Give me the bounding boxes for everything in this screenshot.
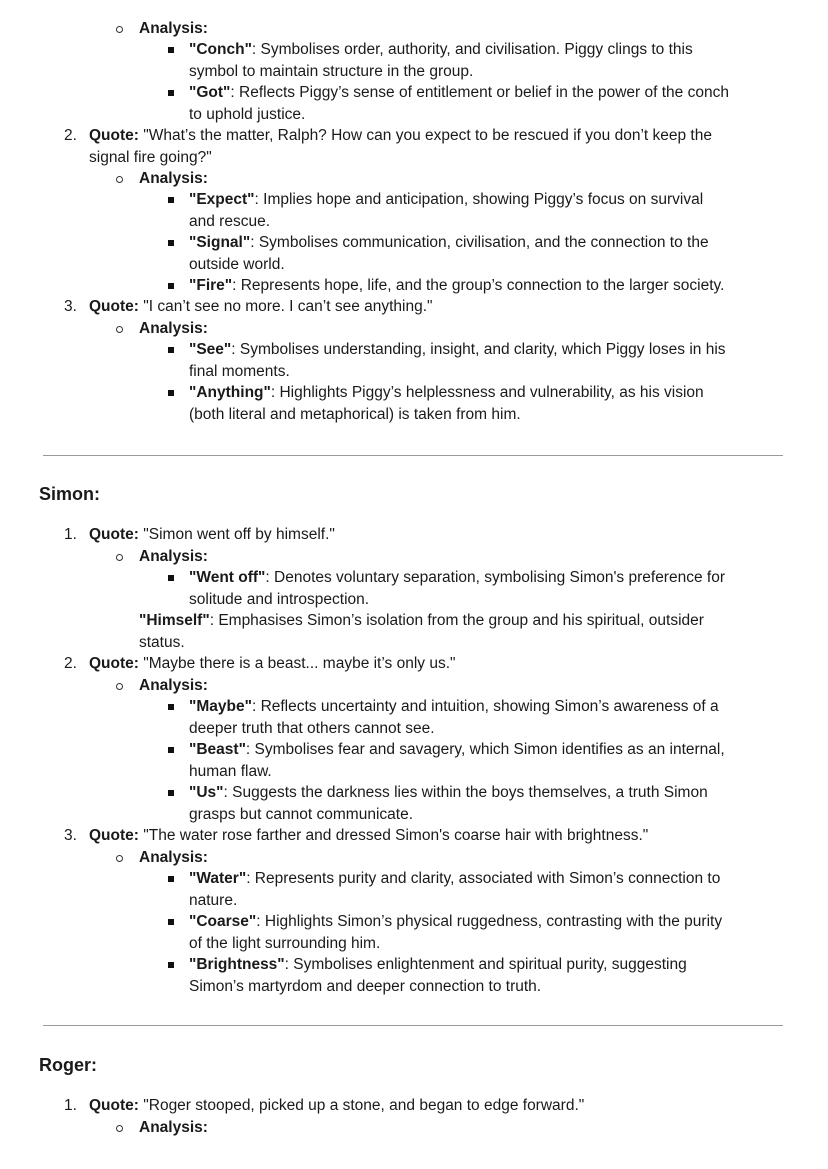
analysis-point: "Brightness": Symbolises enlightenment and spiritual purity, suggesting <box>189 956 687 973</box>
quote-line: Quote: "Maybe there is a beast... maybe it’s only us." <box>89 655 456 672</box>
analysis-point-cont: human flaw. <box>189 763 272 780</box>
analysis-point-unbulleted: "Himself": Emphasises Simon’s isolation from the group and his spiritual, outsider <box>139 612 704 629</box>
list-number: 3. <box>64 827 77 844</box>
square-bullet-icon <box>168 876 174 882</box>
square-bullet-icon <box>168 790 174 796</box>
analysis-label: Analysis: <box>139 677 208 694</box>
quote-line-cont: signal fire going?" <box>89 149 212 166</box>
analysis-point: "Water": Represents purity and clarity, associated with Simon’s connection to <box>189 870 721 887</box>
circle-bullet-icon <box>116 554 123 561</box>
analysis-label: Analysis: <box>139 320 208 337</box>
square-bullet-icon <box>168 747 174 753</box>
circle-bullet-icon <box>116 326 123 333</box>
analysis-point-cont: (both literal and metaphorical) is taken from him. <box>189 406 521 423</box>
analysis-point-cont: status. <box>139 634 185 651</box>
quote-line: Quote: "What’s the matter, Ralph? How can you expect to be rescued if you don’t keep the <box>89 127 712 144</box>
section-heading-roger: Roger: <box>39 1055 97 1075</box>
square-bullet-icon <box>168 47 174 53</box>
analysis-point: "Expect": Implies hope and anticipation, showing Piggy’s focus on survival <box>189 191 704 208</box>
analysis-point-cont: to uphold justice. <box>189 106 306 123</box>
analysis-point: "Anything": Highlights Piggy’s helplessness and vulnerability, as his vision <box>189 384 704 401</box>
analysis-point-cont: Simon’s martyrdom and deeper connection to truth. <box>189 978 542 995</box>
analysis-point: "Got": Reflects Piggy’s sense of entitlement or belief in the power of the conch <box>189 84 729 101</box>
analysis-point-cont: solitude and introspection. <box>189 591 370 608</box>
analysis-point: "Signal": Symbolises communication, civilisation, and the connection to the <box>189 234 709 251</box>
analysis-label: Analysis: <box>139 548 208 565</box>
horizontal-divider <box>43 1025 783 1026</box>
list-number: 2. <box>64 127 77 144</box>
analysis-point-cont: outside world. <box>189 256 285 273</box>
analysis-point: "Fire": Represents hope, life, and the group’s connection to the larger society. <box>189 277 725 294</box>
square-bullet-icon <box>168 240 174 246</box>
square-bullet-icon <box>168 347 174 353</box>
analysis-point: "Coarse": Highlights Simon’s physical ruggedness, contrasting with the purity <box>189 913 723 930</box>
analysis-point-cont: and rescue. <box>189 213 270 230</box>
quote-line: Quote: "I can’t see no more. I can’t see anything." <box>89 298 433 315</box>
analysis-point-cont: final moments. <box>189 363 290 380</box>
analysis-point-cont: nature. <box>189 892 238 909</box>
square-bullet-icon <box>168 575 174 581</box>
analysis-point: "Maybe": Reflects uncertainty and intuition, showing Simon’s awareness of a <box>189 698 719 715</box>
analysis-point: "Conch": Symbolises order, authority, and civilisation. Piggy clings to this <box>189 41 693 58</box>
analysis-point: "Beast": Symbolises fear and savagery, which Simon identifies as an internal, <box>189 741 725 758</box>
analysis-point: "Went off": Denotes voluntary separation, symbolising Simon's preference for <box>189 569 725 586</box>
list-number: 1. <box>64 1097 77 1114</box>
circle-bullet-icon <box>116 26 123 33</box>
analysis-label: Analysis: <box>139 849 208 866</box>
quote-line: Quote: "Simon went off by himself." <box>89 526 335 543</box>
list-number: 1. <box>64 526 77 543</box>
quote-line: Quote: "The water rose farther and dressed Simon's coarse hair with brightness." <box>89 827 649 844</box>
analysis-point-cont: of the light surrounding him. <box>189 935 381 952</box>
quote-line: Quote: "Roger stooped, picked up a stone, and began to edge forward." <box>89 1097 585 1114</box>
analysis-point: "See": Symbolises understanding, insight, and clarity, which Piggy loses in his <box>189 341 726 358</box>
square-bullet-icon <box>168 197 174 203</box>
circle-bullet-icon <box>116 1125 123 1132</box>
analysis-point: "Us": Suggests the darkness lies within the boys themselves, a truth Simon <box>189 784 708 801</box>
square-bullet-icon <box>168 283 174 289</box>
analysis-point-cont: grasps but cannot communicate. <box>189 806 414 823</box>
analysis-label: Analysis: <box>139 1119 208 1136</box>
analysis-point-cont: deeper truth that others cannot see. <box>189 720 435 737</box>
analysis-point-cont: symbol to maintain structure in the group. <box>189 63 474 80</box>
horizontal-divider <box>43 455 783 456</box>
square-bullet-icon <box>168 962 174 968</box>
list-number: 2. <box>64 655 77 672</box>
section-heading-simon: Simon: <box>39 484 100 504</box>
square-bullet-icon <box>168 90 174 96</box>
square-bullet-icon <box>168 390 174 396</box>
square-bullet-icon <box>168 704 174 710</box>
circle-bullet-icon <box>116 683 123 690</box>
circle-bullet-icon <box>116 855 123 862</box>
circle-bullet-icon <box>116 176 123 183</box>
analysis-label: Analysis: <box>139 20 208 37</box>
square-bullet-icon <box>168 919 174 925</box>
analysis-label: Analysis: <box>139 170 208 187</box>
list-number: 3. <box>64 298 77 315</box>
